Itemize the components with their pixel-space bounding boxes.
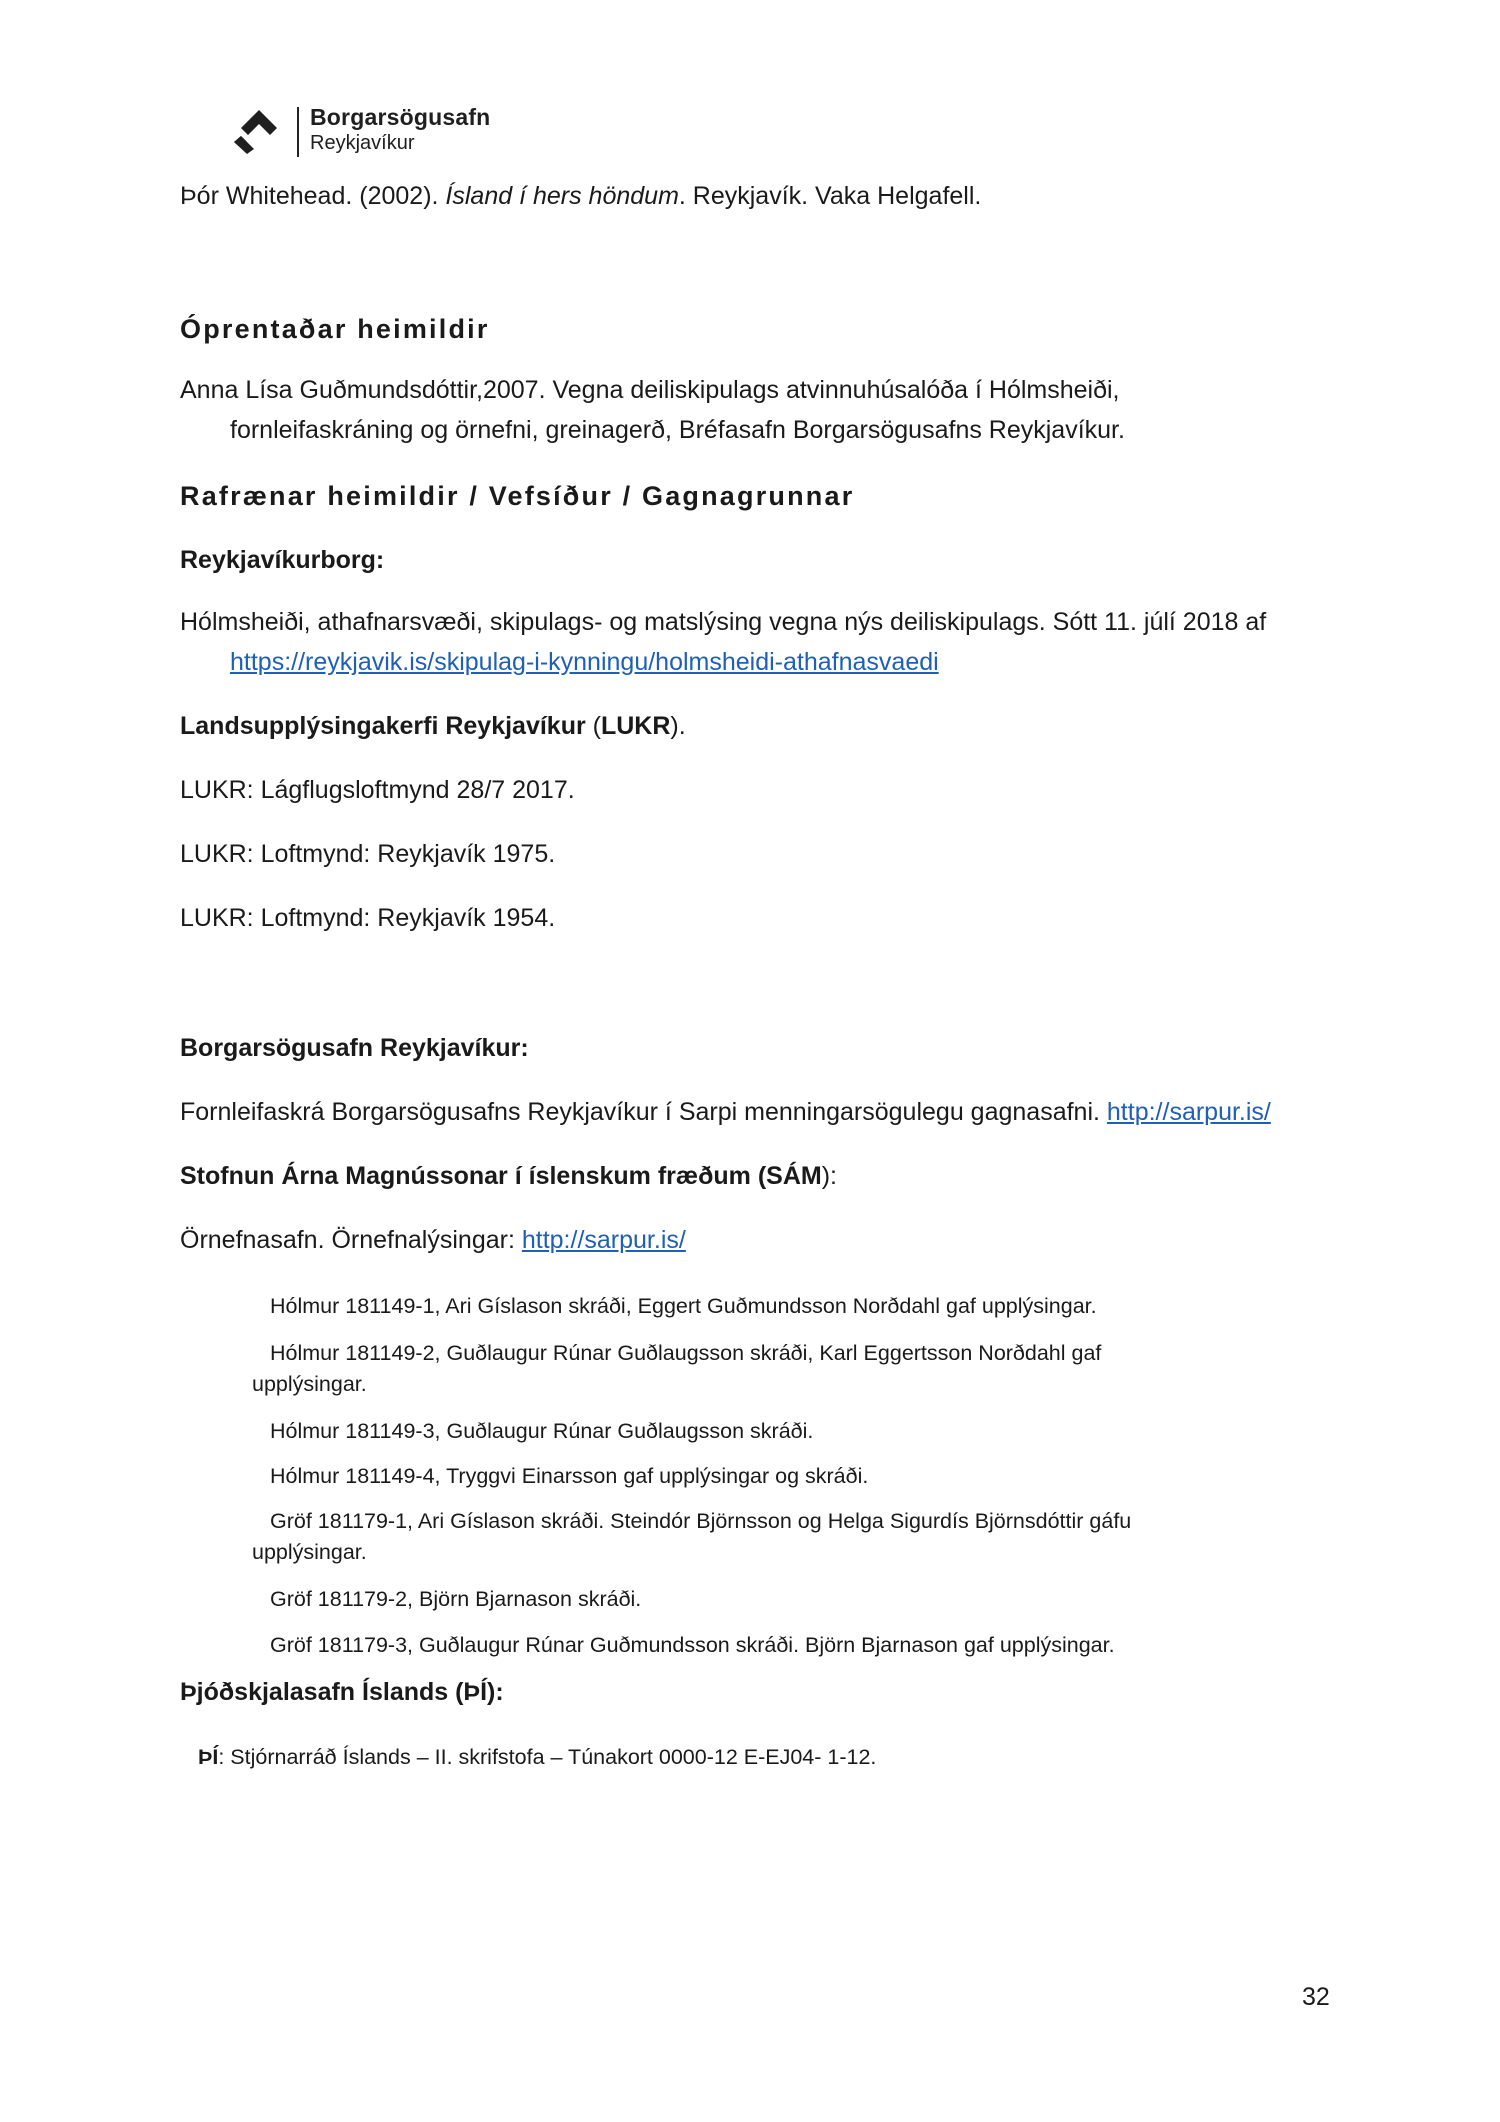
lukr-item: LUKR: Loftmynd: Reykjavík 1954. [180, 904, 556, 932]
ref-anna-line2: fornleifaskráning og örnefni, greinagerð, Bréfasafn Borgarsögusafns Reykjavíkur. [230, 416, 1125, 444]
place-name-entry: Hólmur 181149-1, Ari Gíslason skráði, Eggert Guðmundsson Norðdahl gaf upplýsingar. [270, 1294, 1097, 1318]
reykjavikurborg-label: Reykjavíkurborg: [180, 546, 385, 574]
place-name-entry-cont: upplýsingar. [252, 1372, 367, 1396]
lukr-item: LUKR: Loftmynd: Reykjavík 1975. [180, 840, 556, 868]
place-name-entry-cont: upplýsingar. [252, 1540, 367, 1564]
place-name-entry: Hólmur 181149-4, Tryggvi Einarsson gaf upplýsingar og skráði. [270, 1464, 869, 1488]
sarpur-link[interactable]: http://sarpur.is/ [521, 1226, 686, 1254]
lukr-item: LUKR: Lágflugsloftmynd 28/7 2017. [180, 776, 575, 804]
sarpur-link[interactable]: http://sarpur.is/ [1106, 1098, 1271, 1126]
heading-electronic-sources: Rafrænar heimildir / Vefsíður / Gagnagrunnar [180, 481, 855, 511]
lukr-label: Landsupplýsingakerfi Reykjavíkur (LUKR). [180, 712, 686, 740]
logo-divider [297, 107, 299, 157]
place-name-entry: Hólmur 181149-2, Guðlaugur Rúnar Guðlaugsson skráði, Karl Eggertsson Norðdahl gaf [270, 1341, 1102, 1365]
place-name-entry: Gröf 181179-1, Ari Gíslason skráði. Steindór Björnsson og Helga Sigurdís Björnsdóttir gáfu [270, 1509, 1132, 1533]
place-name-entry: Hólmur 181149-3, Guðlaugur Rúnar Guðlaugsson skráði. [270, 1419, 814, 1443]
place-name-entry: Gröf 181179-2, Björn Bjarnason skráði. [270, 1587, 642, 1611]
borgarsogusafn-label: Borgarsögusafn Reykjavíkur: [180, 1034, 529, 1062]
logo-name: Borgarsögusafn [310, 104, 491, 130]
thjodskjalasafn-item: ÞÍ: Stjórnarráð Íslands – II. skrifstofa – Túnakort 0000-12 E-EJ04- 1-12. [198, 1745, 877, 1769]
reykjavikurborg-text: Hólmsheiði, athafnarsvæði, skipulags- og matslýsing vegna nýs deiliskipulags. Sótt 11. júlí 2018 af [180, 608, 1267, 636]
place-name-entry: Gröf 181179-3, Guðlaugur Rúnar Guðmundsson skráði. Björn Bjarnason gaf upplýsingar. [270, 1633, 1115, 1657]
reykjavikurborg-link[interactable]: https://reykjavik.is/skipulag-i-kynningu/holmsheidi-athafnasvaedi [230, 648, 939, 676]
borgarsogusafn-text: Fornleifaskrá Borgarsögusafns Reykjavíkur í Sarpi menningarsögulegu gagnasafni. http://sarpur.is/ [180, 1098, 1271, 1126]
sam-label: Stofnun Árna Magnússonar í íslenskum fræðum (SÁM): [180, 1162, 838, 1190]
page-number: 32 [1302, 1983, 1330, 2011]
thjodskjalasafn-label: Þjóðskjalasafn Íslands (ÞÍ): [180, 1678, 504, 1706]
logo-city: Reykjavíkur [310, 132, 415, 154]
ref-whitehead: Þór Whitehead. (2002). Ísland í hers höndum. Reykjavík. Vaka Helgafell. [180, 182, 982, 210]
ref-anna-line1: Anna Lísa Guðmundsdóttir,2007. Vegna deiliskipulags atvinnuhúsalóða í Hólmsheiði, [180, 376, 1120, 404]
logo [230, 104, 510, 160]
museum-logo-icon [230, 108, 288, 154]
sam-text: Örnefnasafn. Örnefnalýsingar: http://sarpur.is/ [180, 1226, 686, 1254]
heading-unprinted-sources: Óprentaðar heimildir [180, 314, 490, 344]
ref-whitehead-title: Ísland í hers höndum [445, 182, 679, 210]
